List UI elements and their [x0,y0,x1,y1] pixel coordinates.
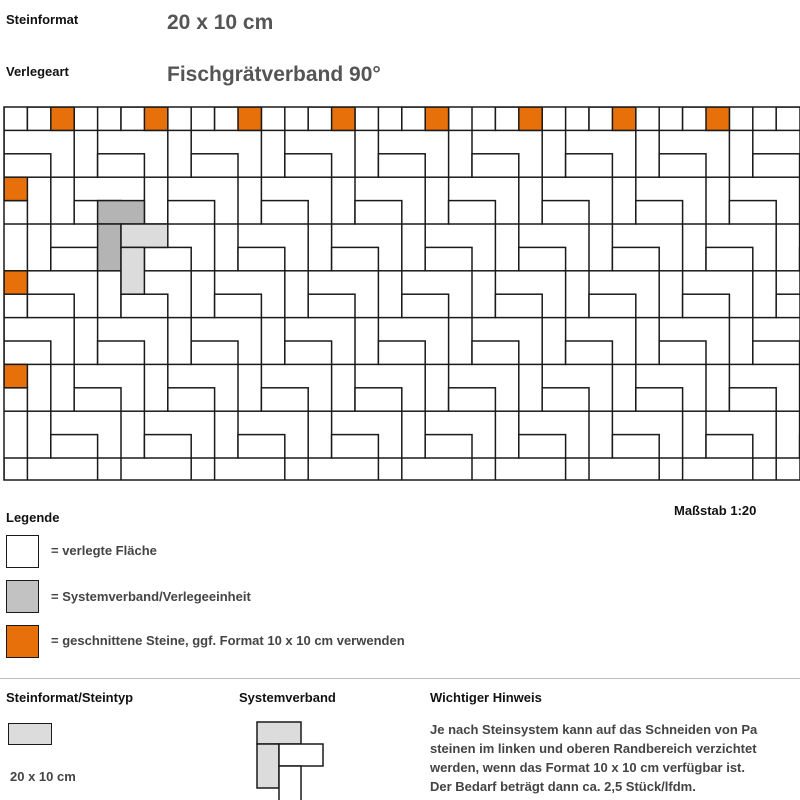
vertical-stone [285,458,308,505]
horizontal-stone [683,481,730,504]
horizontal-stone [378,154,425,177]
system-sketch-stone [257,744,279,788]
vertical-stone [659,458,682,505]
vertical-stone [215,224,238,271]
horizontal-stone [776,294,800,317]
vertical-stone [542,130,565,177]
vertical-stone [519,177,542,224]
horizontal-stone [98,154,145,177]
format-label: Steinformat [6,12,79,27]
vertical-stone [636,318,659,365]
horizontal-stone [215,481,262,504]
vertical-stone [308,411,331,458]
note-line-3: werden, wenn das Format 10 x 10 cm verfügbar ist. [430,760,745,775]
system-sketch-stone [279,766,301,800]
tile-grid [0,84,800,505]
pattern-value: Fischgrätverband 90° [167,63,381,86]
horizontal-stone [238,247,285,270]
cut-stone [4,271,27,294]
vertical-stone [261,130,284,177]
horizontal-stone [519,435,566,458]
vertical-stone [776,411,799,458]
vertical-stone [402,411,425,458]
legend-label-system: = Systemverband/Verlegeeinheit [51,589,251,604]
vertical-stone [495,411,518,458]
cut-stone [425,107,448,130]
horizontal-stone [589,481,636,504]
horizontal-stone [542,201,589,224]
vertical-stone [659,271,682,318]
vertical-stone [332,177,355,224]
vertical-stone [74,318,97,365]
horizontal-stone [495,294,542,317]
vertical-stone [472,271,495,318]
horizontal-stone [74,388,121,411]
horizontal-stone [706,435,753,458]
horizontal-stone [495,481,542,504]
horizontal-stone [659,341,706,364]
pattern-label: Verlegeart [6,64,69,79]
vertical-stone [332,364,355,411]
vertical-stone [285,271,308,318]
vertical-stone [425,177,448,224]
horizontal-stone [215,294,262,317]
horizontal-stone [753,341,800,364]
horizontal-stone [27,294,74,317]
system-title: Systemverband [239,690,336,705]
stone-type-title: Steinformat/Steintyp [6,690,134,705]
vertical-stone [378,458,401,505]
legend-swatch-system [6,580,39,613]
horizontal-stone [261,388,308,411]
cut-stone [238,107,261,130]
scale-label: Maßstab 1:20 [674,503,757,518]
horizontal-stone [98,341,145,364]
vertical-stone [402,224,425,271]
horizontal-stone [472,341,519,364]
note-line-2: steinen im linken und oberen Randbereich verzichtet [430,741,757,756]
horizontal-stone [425,435,472,458]
vertical-stone [425,364,448,411]
vertical-stone [542,318,565,365]
vertical-stone [753,458,776,505]
vertical-stone [706,364,729,411]
vertical-stone [355,318,378,365]
vertical-stone [121,411,144,458]
vertical-stone [238,364,261,411]
vertical-stone [706,177,729,224]
horizontal-stone [729,201,776,224]
horizontal-stone [308,481,355,504]
horizontal-stone [332,247,379,270]
horizontal-stone [402,294,449,317]
vertical-stone [589,411,612,458]
horizontal-stone [51,435,98,458]
horizontal-stone [472,154,519,177]
vertical-stone [683,411,706,458]
vertical-stone [753,271,776,318]
vertical-stone [308,224,331,271]
horizontal-stone [636,388,683,411]
horizontal-stone [4,341,51,364]
vertical-stone [98,458,121,505]
horizontal-stone [449,201,496,224]
vertical-stone [51,177,74,224]
vertical-stone [27,411,50,458]
vertical-stone [27,224,50,271]
horizontal-stone [121,481,168,504]
horizontal-stone [27,481,74,504]
vertical-stone [449,130,472,177]
horizontal-stone [566,154,613,177]
horizontal-stone [612,435,659,458]
horizontal-stone [542,388,589,411]
legend-swatch-laid [6,535,39,568]
vertical-stone [191,271,214,318]
horizontal-stone [168,201,215,224]
cut-stone [332,107,355,130]
horizontal-stone [706,247,753,270]
horizontal-stone [285,154,332,177]
vertical-stone [449,318,472,365]
vertical-stone [168,130,191,177]
horizontal-stone [449,388,496,411]
horizontal-stone [191,154,238,177]
horizontal-stone [402,481,449,504]
horizontal-stone [355,388,402,411]
vertical-stone [144,364,167,411]
horizontal-stone [144,435,191,458]
vertical-stone [215,411,238,458]
system-unit-stone [121,247,144,294]
vertical-stone [729,130,752,177]
vertical-stone [355,130,378,177]
horizontal-stone [238,435,285,458]
cut-stone [706,107,729,130]
horizontal-stone [659,154,706,177]
legend-swatch-cut [6,625,39,658]
horizontal-stone [519,247,566,270]
vertical-stone [636,130,659,177]
vertical-stone [378,271,401,318]
vertical-stone [261,318,284,365]
format-value: 20 x 10 cm [167,11,274,34]
cut-stone [144,107,167,130]
vertical-stone [51,364,74,411]
vertical-stone [729,318,752,365]
horizontal-stone [4,154,51,177]
note-line-4: Der Bedarf beträgt dann ca. 2,5 Stück/lfdm. [430,779,696,794]
horizontal-stone [753,154,800,177]
horizontal-stone [729,388,776,411]
vertical-stone [612,364,635,411]
horizontal-stone [121,294,168,317]
vertical-stone [683,224,706,271]
cut-stone [51,107,74,130]
horizontal-stone [776,481,800,504]
horizontal-stone [332,435,379,458]
vertical-stone [776,224,799,271]
vertical-stone [74,130,97,177]
vertical-stone [566,458,589,505]
system-sketch-stone [257,722,301,744]
cut-stone [4,364,27,387]
system-unit-stone [98,224,121,271]
legend-label-cut: = geschnittene Steine, ggf. Format 10 x 10 cm verwenden [51,633,405,648]
horizontal-stone [191,341,238,364]
horizontal-stone [51,247,98,270]
horizontal-stone [144,247,191,270]
horizontal-stone [566,341,613,364]
cut-stone [519,107,542,130]
vertical-stone [144,177,167,224]
stone-size-label: 20 x 10 cm [10,769,76,784]
vertical-stone [168,318,191,365]
horizontal-stone [636,201,683,224]
vertical-stone [191,458,214,505]
vertical-stone [495,224,518,271]
footer-divider [0,678,800,679]
vertical-stone [566,271,589,318]
legend-title: Legende [6,510,60,525]
vertical-stone [472,458,495,505]
vertical-stone [519,364,542,411]
horizontal-stone [425,247,472,270]
horizontal-stone [683,294,730,317]
vertical-stone [238,177,261,224]
system-unit-stone [121,224,168,247]
horizontal-stone [355,201,402,224]
vertical-stone [98,271,121,318]
vertical-stone [4,458,27,505]
legend-label-laid: = verlegte Fläche [51,543,157,558]
note-line-1: Je nach Steinsystem kann auf das Schneiden von Pa [430,722,758,737]
horizontal-stone [612,247,659,270]
cut-stone [612,107,635,130]
horizontal-stone [589,294,636,317]
horizontal-stone [378,341,425,364]
horizontal-stone [168,388,215,411]
horizontal-stone [285,341,332,364]
stone-sample [8,723,52,745]
horizontal-stone [776,107,800,130]
vertical-stone [612,177,635,224]
horizontal-stone [308,294,355,317]
vertical-stone [589,224,612,271]
cut-stone [4,177,27,200]
horizontal-stone [261,201,308,224]
system-unit-stone [98,201,145,224]
system-sketch-stone [279,744,323,766]
note-title: Wichtiger Hinweis [430,690,542,705]
